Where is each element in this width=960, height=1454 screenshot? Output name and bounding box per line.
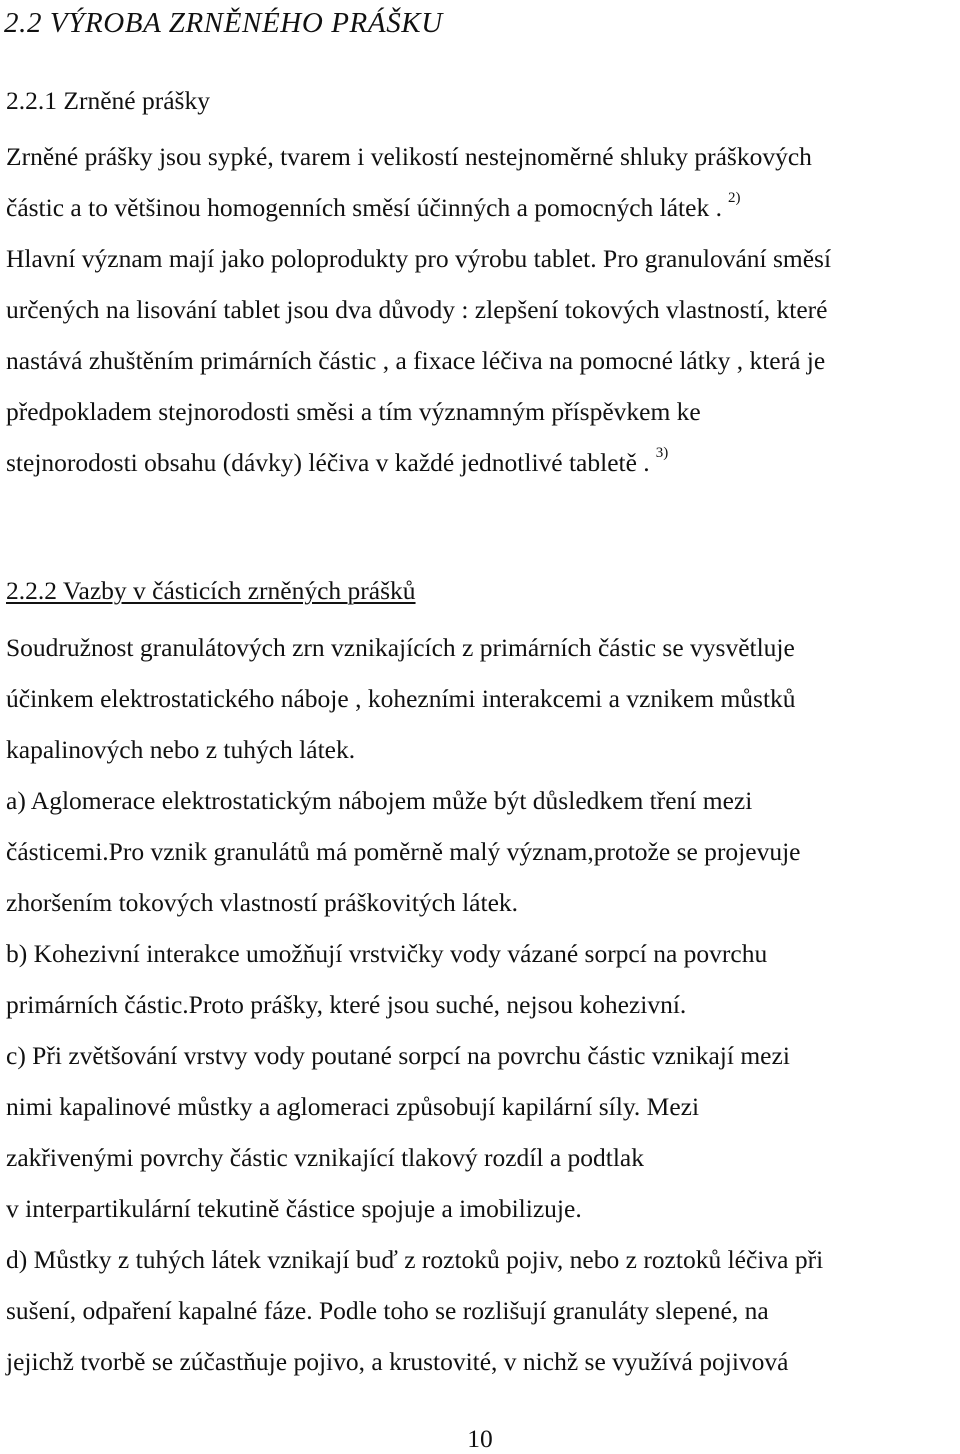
paragraph-line: d) Můstky z tuhých látek vznikají buď z roztoků pojiv, nebo z roztoků léčiva při [6, 1245, 824, 1274]
paragraph-line: jejichž tvorbě se zúčastňuje pojivo, a krustovité, v nichž se využívá pojivová [6, 1347, 789, 1376]
paragraph-line: v interpartikulární tekutině částice spojuje a imobilizuje. [6, 1194, 582, 1223]
chapter-title: 2.2 VÝROBA ZRNĚNÉHO PRÁŠKU [4, 7, 443, 39]
paragraph-line: kapalinových nebo z tuhých látek. [6, 735, 356, 764]
reference-superscript: 2) [727, 190, 741, 206]
paragraph-line: primárních částic.Proto prášky, které jsou suché, nejsou kohezivní. [6, 990, 687, 1019]
paragraph-line: částicemi.Pro vznik granulátů má poměrně malý význam,protože se projevuje [6, 837, 801, 866]
paragraph-line: sušení, odpaření kapalné fáze. Podle toho se rozlišují granuláty slepené, na [6, 1296, 769, 1325]
paragraph-line: b) Kohezivní interakce umožňují vrstvičky vody vázané sorpcí na povrchu [6, 939, 768, 968]
section-heading-vazby: 2.2.2 Vazby v částicích zrněných prášků [6, 576, 416, 605]
paragraph-line: zhoršením tokových vlastností práškovitých látek. [6, 888, 519, 917]
paragraph-line [6, 445, 669, 482]
section-heading-zrnene-prasky: 2.2.1 Zrněné prášky [6, 86, 210, 115]
paragraph-line-text: stejnorodosti obsahu (dávky) léčiva v každé jednotlivé tabletě . [6, 448, 650, 477]
paragraph-line: Soudružnost granulátových zrn vznikajících z primárních částic se vysvětluje [6, 633, 795, 662]
paragraph-line: Zrněné prášky jsou sypké, tvarem i velikostí nestejnoměrné shluky práškových [6, 142, 812, 171]
paragraph-line: zakřivenými povrchy částic vznikající tlakový rozdíl a podtlak [6, 1143, 644, 1172]
paragraph-line: Hlavní význam mají jako poloprodukty pro výrobu tablet. Pro granulování směsí [6, 244, 832, 273]
paragraph-line [6, 190, 741, 227]
paragraph-line: určených na lisování tablet jsou dva důvody : zlepšení tokových vlastností, které [6, 295, 828, 324]
paragraph-line: c) Při zvětšování vrstvy vody poutané sorpcí na povrchu částic vznikají mezi [6, 1041, 790, 1070]
paragraph-line: předpokladem stejnorodosti směsi a tím významným příspěvkem ke [6, 397, 701, 426]
page-number: 10 [467, 1424, 493, 1453]
paragraph-line: účinkem elektrostatického náboje , kohezními interakcemi a vznikem můstků [6, 684, 796, 713]
paragraph-line: a) Aglomerace elektrostatickým nábojem může být důsledkem tření mezi [6, 786, 753, 815]
paragraph-line: nastává zhuštěním primárních částic , a fixace léčiva na pomocné látky , která je [6, 346, 826, 375]
paragraph-line: nimi kapalinové můstky a aglomeraci způsobují kapilární síly. Mezi [6, 1092, 700, 1121]
paragraph-line-text: částic a to většinou homogenních směsí účinných a pomocných látek . [6, 193, 722, 222]
reference-superscript: 3) [655, 445, 669, 461]
